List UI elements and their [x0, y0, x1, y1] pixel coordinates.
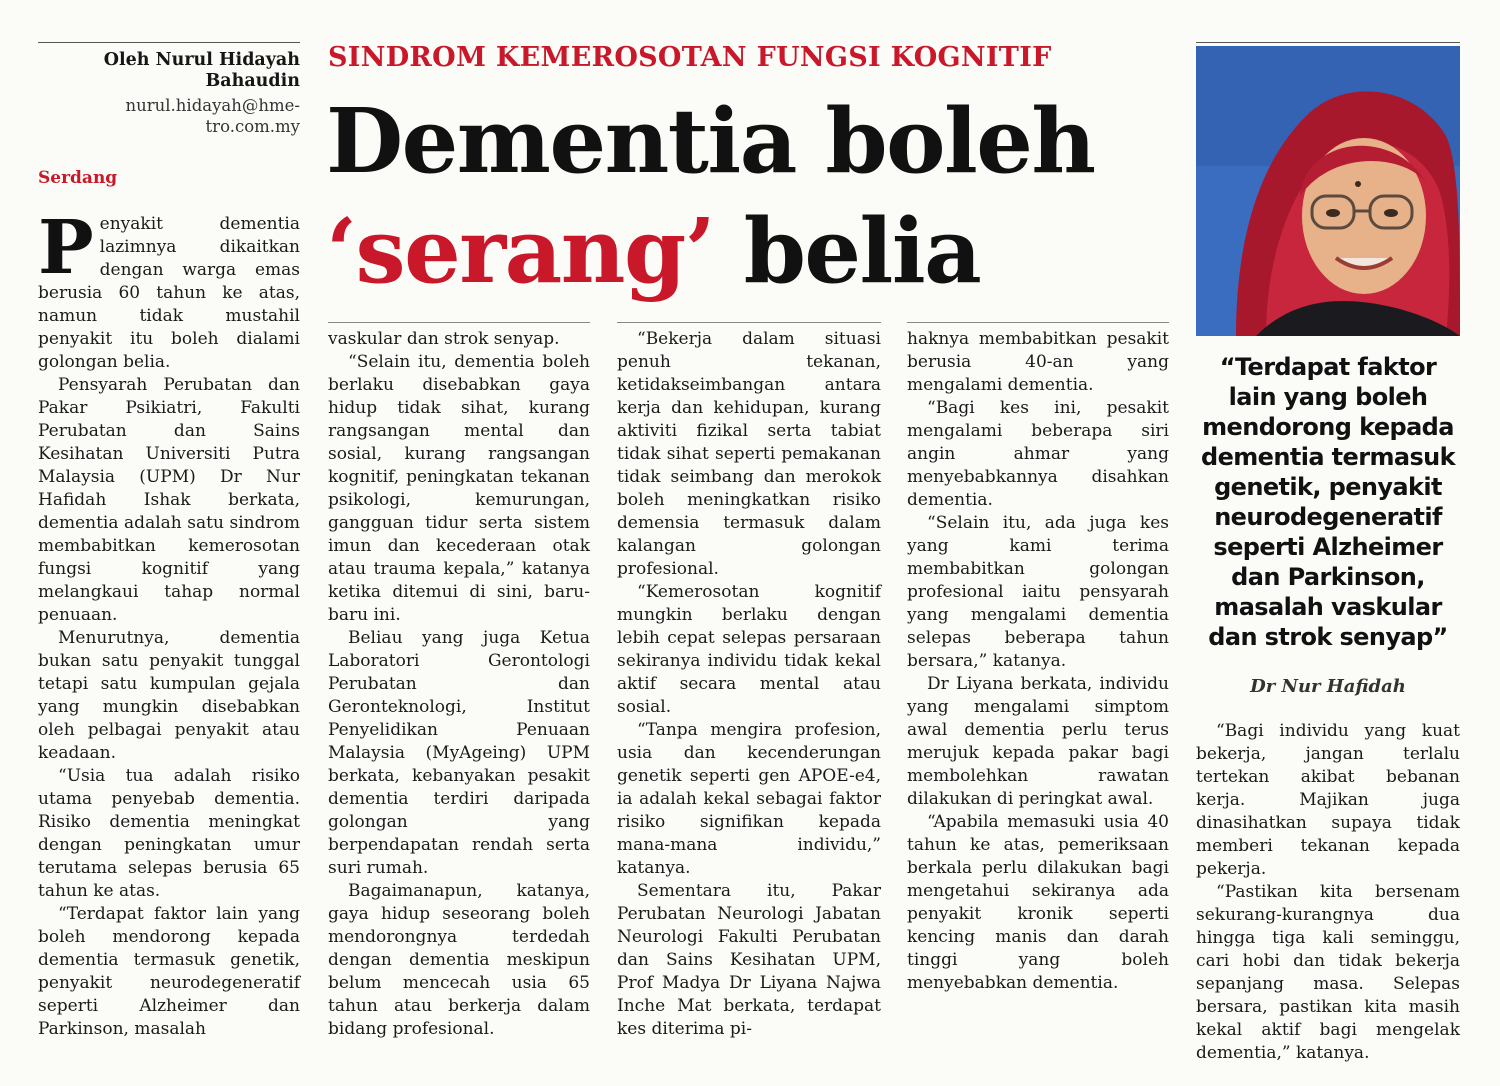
headline — [326, 86, 1095, 306]
paragraph-text: enyakit dementia lazimnya dikaitkan dengan warga emas berusia 60 tahun ke atas, namun tidak mustahil penyakit itu boleh dialami golongan belia. — [38, 214, 300, 372]
top-rule-right — [1196, 42, 1460, 43]
headline-line1: Dementia boleh — [326, 88, 1095, 193]
paragraph: “Selain itu, dementia boleh berlaku disebabkan gaya hidup tidak sihat, kurang rangsangan mental dan sosial, kurang rangsangan kognitif, peningkatan tekanan psikologi, kemurungan, gangguan tidur serta sistem imun dan kecederaan otak atau trauma kepala,” katanya ketika ditemui di sini, baru-baru ini. — [328, 352, 590, 625]
column-rule — [907, 322, 1169, 323]
paragraph: “Selain itu, ada juga kes yang kami terima membabitkan golongan profesional iaitu pensyarah yang mengalami dementia selepas beberapa tahun bersara,” katanya. — [907, 513, 1169, 671]
paragraph — [38, 205, 300, 374]
paragraph: “Bagi individu yang kuat bekerja, jangan terlalu tertekan akibat bebanan kerja. Majikan juga dinasihatkan supaya tidak memberi tekanan kepada pekerja. — [1196, 721, 1460, 879]
drop-cap: P — [38, 205, 94, 291]
paragraph: “Bekerja dalam situasi penuh tekanan, ketidakseimbangan antara kerja dan kehidupan, kurang aktiviti fizikal serta tabiat tidak sihat seperti pemakanan tidak seimbang dan merokok boleh meningkatkan risiko demensia termasuk dalam kalangan golongan profesional. — [617, 329, 881, 579]
headline-red-word: ‘serang’ — [326, 198, 715, 303]
paragraph: “Kemerosotan kognitif mungkin berlaku dengan lebih cepat selepas persaraan sekiranya individu tidak kekal aktif secara mental atau sosial. — [617, 582, 881, 717]
column-1 — [38, 205, 300, 1041]
pull-quote-attribution: Dr Nur Hafidah — [1250, 676, 1406, 697]
paragraph: Pensyarah Perubatan dan Pakar Psikiatri, Fakulti Perubatan dan Sains Kesihatan Universiti Putra Malaysia (UPM) Dr Nur Hafidah Ishak berkata, dementia adalah satu sindrom membabitkan kemerosotan fungsi kognitif yang melangkaui tahap normal penuaan. — [38, 375, 300, 625]
paragraph: Bagaimanapun, katanya, gaya hidup seseorang boleh mendorongnya terdedah dengan dementia meskipun belum mencecah usia 65 tahun atau berkerja dalam bidang profesional. — [328, 881, 590, 1039]
author-email-line1: nurul.hidayah@hme- — [125, 96, 300, 115]
paragraph: “Bagi kes ini, pesakit mengalami beberapa siri angin ahmar yang menyebabkannya disahkan dementia. — [907, 398, 1169, 510]
column-rule — [328, 322, 590, 323]
portrait-illustration — [1196, 46, 1460, 336]
paragraph: “Apabila memasuki usia 40 tahun ke atas, pemeriksaan berkala perlu dilakukan bagi mengetahui sekiranya ada penyakit kronik seperti kencing manis dan darah tinggi yang boleh menyebabkan dementia. — [907, 812, 1169, 993]
paragraph: “Tanpa mengira profesion, usia dan kecenderungan genetik seperti gen APOE-e4, ia adalah kekal sebagai faktor risiko signifikan kepada mana-mana individu,” katanya. — [617, 720, 881, 878]
column-2 — [328, 328, 590, 1041]
author-email-line2: tro.com.my — [205, 117, 300, 136]
author-name-line1: Oleh Nurul Hidayah — [103, 50, 300, 70]
author-name-line2: Bahaudin — [205, 71, 300, 91]
column-5 — [1196, 720, 1460, 1065]
column-rule — [617, 322, 881, 323]
kicker: SINDROM KEMEROSOTAN FUNGSI KOGNITIF — [328, 42, 1052, 73]
portrait-photo — [1196, 46, 1460, 336]
paragraph: “Pastikan kita bersenam sekurang-kurangnya dua hingga tiga kali seminggu, cari hobi dan tidak bekerja sepanjang masa. Selepas bersara, pastikan kita masih kekal aktif bagi mengelak dementia,” katanya. — [1196, 882, 1460, 1063]
paragraph: haknya membabitkan pesakit berusia 40-an yang mengalami dementia. — [907, 329, 1169, 395]
column-3 — [617, 328, 881, 1041]
column-4 — [907, 328, 1169, 995]
paragraph: Beliau yang juga Ketua Laboratori Gerontologi Perubatan dan Geronteknologi, Institut Penyelidikan Penuaan Malaysia (MyAgeing) UPM berkata, kebanyakan pesakit dementia terdiri daripada golongan yang berpendapatan rendah serta suri rumah. — [328, 628, 590, 878]
headline-rest: belia — [714, 198, 981, 303]
pull-quote: “Terdapat faktor lain yang boleh mendorong kepada dementia termasuk genetik, penyakit neurodegeneratif seperti Alzheimer dan Parkinson, masalah vaskular dan strok senyap” — [1201, 353, 1455, 651]
paragraph: Dr Liyana berkata, individu yang mengalami simptom awal dementia perlu terus merujuk kepada pakar bagi membolehkan rawatan dilakukan di peringkat awal. — [907, 674, 1169, 809]
paragraph: “Usia tua adalah risiko utama penyebab dementia. Risiko dementia meningkat dengan peningkatan umur terutama selepas berusia 65 tahun ke atas. — [38, 766, 300, 901]
headline-line2 — [326, 196, 1095, 306]
byline — [38, 50, 300, 137]
dateline: Serdang — [38, 168, 118, 188]
paragraph: vaskular dan strok senyap. — [328, 329, 560, 349]
top-rule-left — [38, 42, 300, 43]
paragraph: “Terdapat faktor lain yang boleh mendorong kepada dementia termasuk genetik, penyakit neurodegeneratif seperti Alzheimer dan Parkinson, masalah — [38, 904, 300, 1039]
paragraph: Menurutnya, dementia bukan satu penyakit tunggal tetapi satu kumpulan gejala yang mungkin disebabkan oleh pelbagai penyakit atau keadaan. — [38, 628, 300, 763]
paragraph: Sementara itu, Pakar Perubatan Neurologi Jabatan Neurologi Fakulti Perubatan dan Sains Kesihatan UPM, Prof Madya Dr Liyana Najwa Inche Mat berkata, terdapat kes diterima pi- — [617, 881, 881, 1039]
